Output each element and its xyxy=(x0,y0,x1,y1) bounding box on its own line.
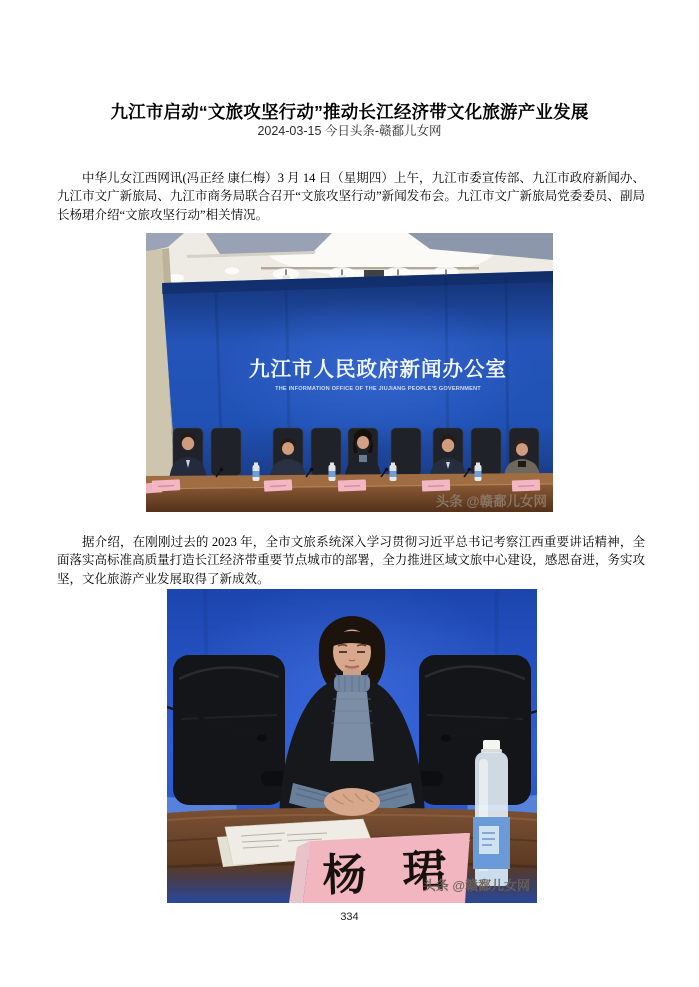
name-card-surname: 杨 xyxy=(321,850,368,901)
paragraph-2: 据介绍，在刚刚过去的 2023 年，全市文旅系统深入学习贯彻习近平总书记考察江西重要讲话精神，全面落实高标准高质量打造长江经济带重要节点城市的部署，全力推进区域文旅中心建设，感恩奋进，务实攻坚，文化旅游产业发展取得了新成效。 xyxy=(57,534,645,586)
photo1-watermark: 头条 @赣鄱儿女网 xyxy=(435,494,547,509)
backdrop-title-cn: 九江市人民政府新闻办公室 xyxy=(249,358,507,381)
name-card-given-name: 珺 xyxy=(401,846,448,897)
article-dateline: 2024-03-15 今日头条-赣鄱儿女网 xyxy=(257,124,442,138)
paragraph-1: 中华儿女江西网讯(冯正经 康仁梅）3 月 14 日（星期四）上午，九江市委宣传部、九江市政府新闻办、九江市文广新旅局、九江市商务局联合召开“文旅攻坚行动”新闻发布会。九江市文广新旅局党委委员、副局长杨珺介绍“文旅攻坚行动”相关情况。 xyxy=(57,170,645,222)
press-conference-photo xyxy=(146,233,553,512)
spokesperson-photo xyxy=(167,589,537,903)
page-number: 334 xyxy=(340,911,359,923)
backdrop-title-en: THE INFORMATION OFFICE OF THE JIUJIANG PEOPLE'S GOVERNMENT xyxy=(275,386,481,392)
armchair-left xyxy=(173,655,289,805)
clasped-hands xyxy=(324,788,380,816)
press-conference-photo-graphic xyxy=(146,233,553,512)
article-title: 九江市启动“文旅攻坚行动”推动长江经济带文化旅游产业发展 xyxy=(110,101,589,122)
photo2-watermark: 头条 @赣鄱儿女网 xyxy=(422,878,530,893)
water-bottle xyxy=(473,740,510,886)
spokesperson-photo-graphic xyxy=(167,589,537,903)
